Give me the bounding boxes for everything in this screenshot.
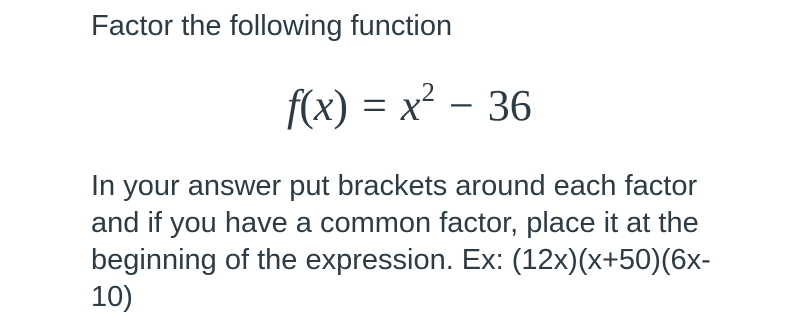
minus-sign: − — [448, 81, 474, 130]
equation-exponent: 2 — [421, 77, 435, 107]
equals-sign: = — [362, 81, 387, 130]
instruction-line: 10) — [91, 281, 133, 313]
close-paren: ) — [333, 81, 349, 130]
instruction-line: In your answer put brackets around each factor — [91, 170, 698, 202]
instruction-line: beginning of the expression. Ex: (12x)(x+50)(6x- — [91, 244, 711, 276]
function-argument: x — [313, 81, 334, 130]
equation-base: x — [400, 81, 421, 130]
answer-instructions — [91, 168, 781, 316]
question-heading: Factor the following function — [91, 10, 453, 42]
instruction-line: and if you have a common factor, place it at the — [91, 207, 699, 239]
function-name: f — [287, 81, 300, 130]
equation-constant: 36 — [487, 81, 532, 130]
function-equation — [287, 77, 532, 137]
open-paren: ( — [299, 81, 314, 130]
